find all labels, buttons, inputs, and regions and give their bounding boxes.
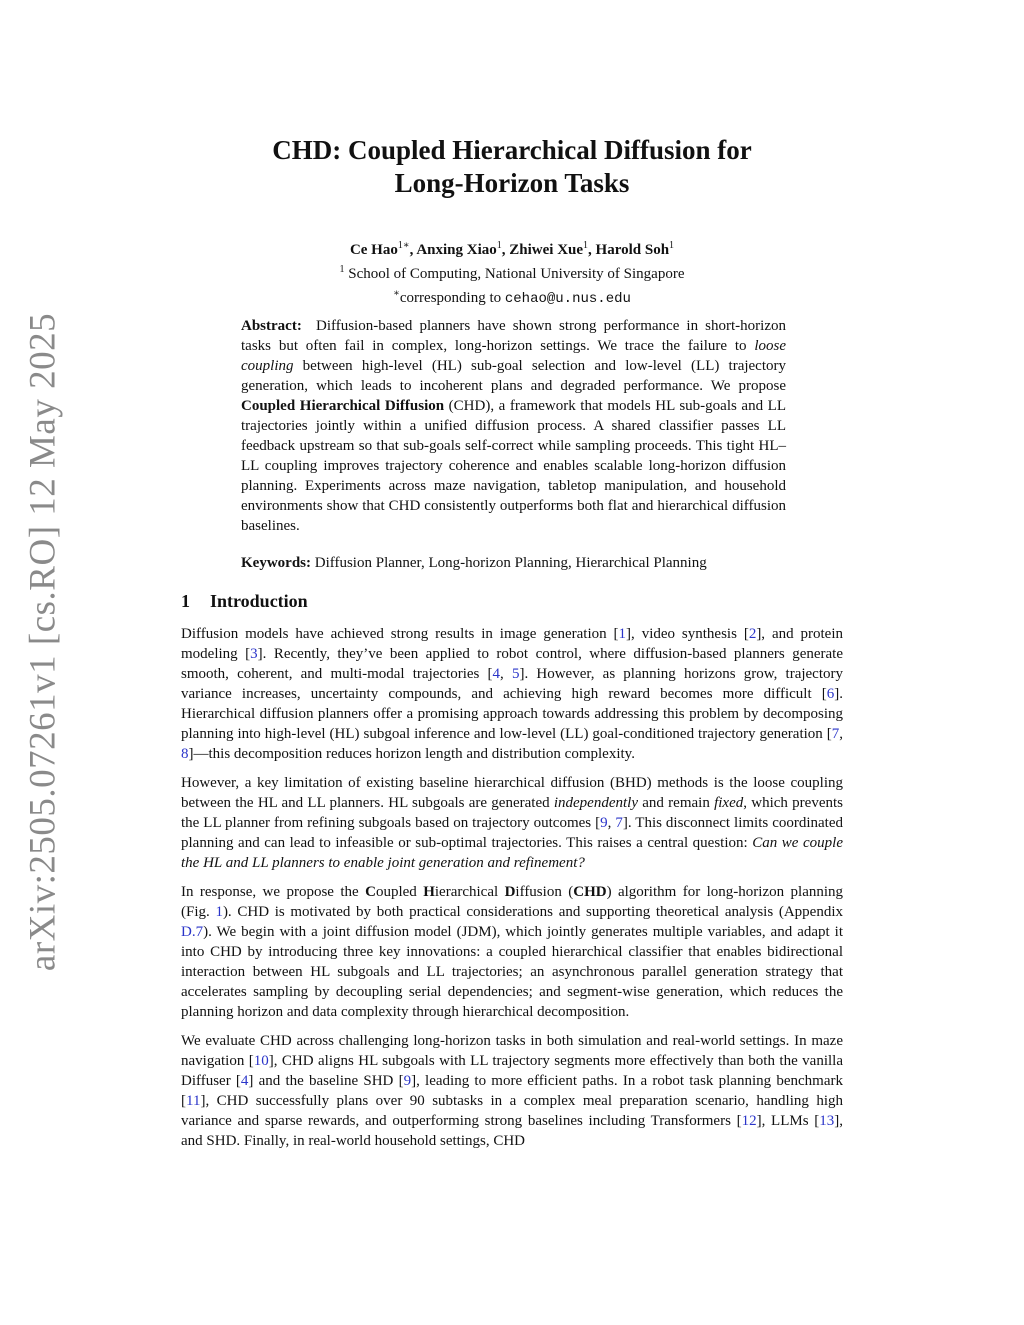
citation-link[interactable]: 7 — [831, 726, 840, 742]
paragraph: However, a key limitation of existing baseline hierarchical diffusion (BHD) methods is the loose coupling between the HL and LL planners. HL subgoals are generated independently and remain fixed, which prevents the LL planner from refining subgoals based on trajectory outcomes [9, 7]. This disconnect limits coordinated planning and can lead to infeasible or sub-optimal trajectories. This raises a central question: Can we couple the HL and LL planners to enable joint generation and refinement? — [181, 775, 844, 871]
citation-link[interactable]: 2 — [748, 626, 757, 642]
author-name: Zhiwei Xue — [509, 242, 584, 258]
citation-link[interactable]: 4 — [240, 1073, 249, 1089]
citation-link[interactable]: 7 — [615, 815, 623, 831]
author-affiliation-mark: 1 — [496, 240, 502, 251]
email-link[interactable]: cehao@u.nus.edu — [504, 291, 631, 307]
citation-link[interactable]: 1 — [618, 626, 627, 642]
citation-link[interactable]: 11 — [186, 1093, 201, 1109]
citation-link[interactable]: 6 — [826, 686, 835, 702]
citation-link[interactable]: 13 — [819, 1113, 835, 1129]
paragraph: We evaluate CHD across challenging long-horizon tasks in both simulation and real-world settings. In maze navigation [10], CHD aligns HL subgoals with LL trajectory segments more effectively than both the vanilla Diffuser [4] and the baseline SHD [9], leading to more efficient paths. In a robot task planning benchmark [11], CHD successfully plans over 90 subtasks in a complex meal preparation scenario, handling high variance and sparse rewards, and outperforming strong baselines including Transformers [12], LLMs [13], and SHD. Finally, in real-world household settings, CHD — [181, 1033, 843, 1149]
author-affiliation-mark: 1 — [669, 240, 675, 251]
affiliation: $^1$ School of Computing, National University of Singapore — [339, 264, 685, 282]
arxiv-identifier: arXiv:2505.07261v1 [cs.RO] 12 May 2025 — [22, 312, 64, 972]
title-line-1: CHD: Coupled Hierarchical Diffusion for — [272, 135, 752, 165]
citation-link[interactable]: 5 — [511, 666, 520, 682]
figure-link[interactable]: 1 — [215, 904, 223, 920]
citation-link[interactable]: 8 — [181, 746, 189, 762]
author-name: Harold Soh — [595, 242, 670, 258]
paragraph: In response, we propose the Coupled Hierarchical Diffusion (CHD) algorithm for long-horizon planning (Fig. 1). CHD is motivated by both practical considerations and supporting theoretical analysis (Appendix D.7). We begin with a joint diffusion model (JDM), which jointly generates multiple variables, and adapt it into CHD by introducing three key innovations: a coupled hierarchical classifier that enables bidirectional interaction between HL subgoals and LL trajectories; an asynchronous parallel generation strategy that accelerates sampling by decoupling serial dependencies; and segment-wise generation, which reduces the planning horizon and data complexity through hierarchical decomposition. — [181, 884, 844, 1020]
author-block — [0, 236, 1024, 309]
title-line-2: Long-Horizon Tasks — [394, 168, 630, 198]
section-heading — [181, 590, 308, 612]
appendix-link[interactable]: D.7 — [181, 924, 204, 940]
citation-link[interactable]: 10 — [253, 1053, 269, 1069]
paragraph: Diffusion models have achieved strong results in image generation [1], video synthesis [2], and protein modeling [3]. Recently, they’ve been applied to robot control, where diffusion-based planners generate smooth, coherent, and multi-modal trajectories [4, 5]. However, as planning horizons grow, trajectory variance increases, uncertainty compounds, and achieving high reward becomes more difficult [6]. Hierarchical diffusion planners offer a promising approach towards addressing this problem by decomposing planning into high-level (HL) subgoal inference and low-level (LL) goal-conditioned trajectory generation [7, 8]—this decomposition reduces horizon length and distribution complexity. — [181, 626, 844, 762]
citation-link[interactable]: 4 — [492, 666, 501, 682]
abstract: Abstract: Diffusion-based planners have shown strong performance in short-horizon tasks but often fail in complex, long-horizon settings. We trace the failure to loose coupling between high-level (HL) sub-goal selection and low-level (LL) trajectory generation, which leads to incoherent plans and degraded performance. We propose Coupled Hierarchical Diffusion (CHD), a framework that models HL sub-goals and LL trajectories jointly within a unified diffusion process. A shared classifier passes LL feedback upstream so that sub-goals self-correct while sampling proceeds. This tight HL–LL coupling improves trajectory coherence and enables scalable long-horizon diffusion planning. Experiments across maze navigation, tabletop manipulation, and household environments show that CHD consistently outperforms both flat and hierarchical diffusion baselines. — [241, 318, 786, 534]
citation-link[interactable]: 9 — [600, 815, 608, 831]
citation-link[interactable]: 12 — [741, 1113, 757, 1129]
author-affiliation-mark: 1∗ — [397, 240, 410, 251]
author-affiliation-mark: 1 — [583, 240, 589, 251]
abstract-label: Abstract: — [241, 318, 302, 334]
corresponding-author: ∗corresponding to cehao@u.nus.edu — [393, 288, 631, 307]
keywords: Keywords: Diffusion Planner, Long-horizon Planning, Hierarchical Planning — [241, 555, 707, 571]
author-name: Anxing Xiao — [416, 242, 497, 258]
paper-title — [0, 134, 1024, 200]
keywords-label: Keywords: — [241, 555, 311, 571]
section-title: Introduction — [210, 591, 308, 611]
citation-link[interactable]: 3 — [250, 646, 258, 662]
author-name: Ce Hao — [349, 242, 398, 258]
introduction-body — [181, 624, 843, 1160]
section-number: 1 — [181, 591, 190, 611]
citation-link[interactable]: 9 — [403, 1073, 412, 1089]
author-list: Ce Hao$^{1∗}$, Anxing Xiao$^1$, Zhiwei Xue$^1$, Harold Soh$^1$ — [349, 240, 675, 258]
